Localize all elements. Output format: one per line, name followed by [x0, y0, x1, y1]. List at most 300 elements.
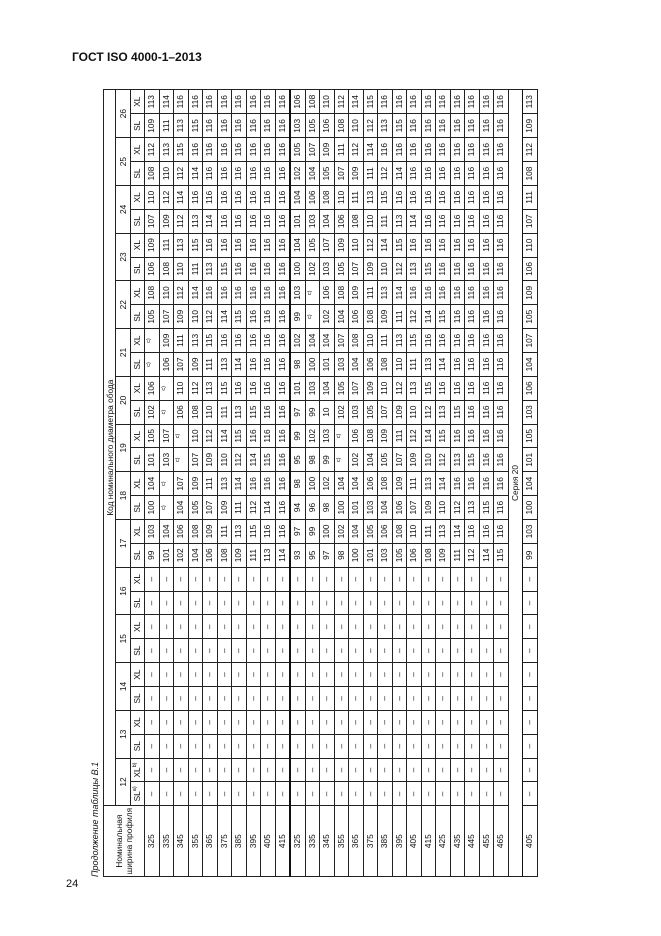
load-index-cell: 101 — [349, 496, 364, 520]
load-index-cell: 116 — [407, 185, 422, 209]
load-index-cell: – — [421, 687, 436, 711]
load-index-cell: 110 — [363, 209, 378, 233]
load-index-cell: – — [465, 615, 480, 639]
load-index-cell: – — [290, 591, 305, 615]
load-index-cell: 98 — [305, 448, 320, 472]
load-index-cell: 110 — [188, 424, 203, 448]
load-index-cell: – — [188, 687, 203, 711]
load-index-cell: 116 — [465, 90, 480, 114]
load-index-cell: 116 — [494, 281, 509, 305]
load-index-cell: 116 — [261, 90, 276, 114]
load-index-cell: 116 — [479, 472, 494, 496]
load-index-cell: – — [290, 758, 305, 782]
table-row — [407, 90, 422, 877]
load-index-cell: 116 — [261, 329, 276, 353]
load-type-header-sl: SL — [130, 352, 145, 376]
load-index-cell: 116 — [465, 352, 480, 376]
load-index-cell: 108 — [378, 472, 393, 496]
load-type-header-xl: XL — [130, 519, 145, 543]
table-row — [145, 90, 160, 877]
load-index-cell: 101 — [320, 352, 335, 376]
load-index-cell: – — [232, 758, 247, 782]
load-index-cell: – — [334, 687, 349, 711]
load-index-cell: – — [232, 615, 247, 639]
load-type-header-sl: SL — [130, 114, 145, 138]
load-index-cell: 116 — [378, 138, 393, 162]
load-index-cell: – — [363, 615, 378, 639]
load-index-cell: – — [159, 663, 174, 687]
load-index-cell: 109 — [188, 472, 203, 496]
load-index-cell: – — [392, 639, 407, 663]
load-index-cell: – — [349, 615, 364, 639]
section-width-cell: 405 — [523, 806, 538, 877]
load-index-cell: 116 — [217, 114, 232, 138]
load-index-cell: – — [378, 687, 393, 711]
load-index-cell: 116 — [407, 90, 422, 114]
load-index-cell: 116 — [275, 305, 290, 329]
load-index-cell: – — [188, 639, 203, 663]
load-index-cell: 111 — [334, 138, 349, 162]
load-index-cell: 104 — [334, 472, 349, 496]
load-index-cell: 113 — [436, 519, 451, 543]
load-index-cell: – — [246, 567, 261, 591]
load-type-header-sl: SL — [130, 687, 145, 711]
load-index-cell: 116 — [465, 329, 480, 353]
load-index-cell: – — [378, 591, 393, 615]
load-index-cell: 116 — [479, 329, 494, 353]
load-index-cell: 107 — [334, 162, 349, 186]
load-index-cell: 116 — [232, 257, 247, 281]
load-index-cell: – — [392, 615, 407, 639]
load-index-cell: – — [290, 687, 305, 711]
load-index-cell: 109 — [159, 329, 174, 353]
load-index-cell: 109 — [363, 257, 378, 281]
load-index-cell: – — [145, 687, 160, 711]
load-index-cell: – — [349, 758, 364, 782]
load-index-cell: 106 — [378, 519, 393, 543]
load-index-cell: – — [378, 782, 393, 806]
load-index-cell: – — [479, 734, 494, 758]
load-index-cell: 116 — [494, 424, 509, 448]
load-index-cell: 100 — [305, 472, 320, 496]
load-index-cell: – — [465, 591, 480, 615]
load-index-cell: 101 — [290, 376, 305, 400]
load-type-header-sl: SL — [130, 209, 145, 233]
load-index-cell: – — [450, 615, 465, 639]
diameter-header: 18 — [116, 472, 131, 520]
load-index-cell: 113 — [217, 472, 232, 496]
load-index-cell: 103 — [334, 352, 349, 376]
load-type-header-sl: SL — [130, 305, 145, 329]
load-index-cell: – — [290, 639, 305, 663]
load-index-cell: 107 — [349, 376, 364, 400]
load-index-cell: – — [407, 663, 422, 687]
load-index-cell: 116 — [275, 185, 290, 209]
load-index-cell: 99 — [320, 448, 335, 472]
load-index-cell: 115 — [363, 90, 378, 114]
load-index-cell: 106 — [174, 519, 189, 543]
load-index-cell: 115 — [450, 400, 465, 424]
load-index-cell: 114 — [436, 352, 451, 376]
load-index-cell: 111 — [246, 543, 261, 567]
load-index-cell: 116 — [261, 519, 276, 543]
load-index-cell: 110 — [145, 185, 160, 209]
diameter-header: 19 — [116, 424, 131, 472]
load-index-cell: 116 — [465, 114, 480, 138]
load-index-cell: – — [450, 663, 465, 687]
section-width-cell: 405 — [261, 806, 276, 877]
load-index-cell: – — [203, 591, 218, 615]
load-index-cell: 110 — [523, 233, 538, 257]
load-index-cell: 102 — [145, 400, 160, 424]
load-index-cell: 115 — [203, 329, 218, 353]
load-index-cell: – — [479, 710, 494, 734]
load-index-cell: 105 — [523, 424, 538, 448]
load-index-cell: 112 — [188, 376, 203, 400]
load-index-cell: – — [203, 782, 218, 806]
load-index-cell: – — [305, 782, 320, 806]
load-index-cell: – — [261, 782, 276, 806]
load-index-cell: – — [436, 734, 451, 758]
load-index-cell: – — [349, 687, 364, 711]
load-index-cell: 114 — [261, 496, 276, 520]
load-index-cell: – — [159, 734, 174, 758]
load-index-cell: 111 — [407, 352, 422, 376]
load-index-cell: 113 — [232, 519, 247, 543]
section-width-cell: 395 — [246, 806, 261, 877]
load-index-cell: 113 — [188, 329, 203, 353]
load-index-cell: 111 — [232, 496, 247, 520]
load-index-cell: 111 — [159, 114, 174, 138]
load-index-cell: 111 — [174, 329, 189, 353]
load-index-cell: 110 — [378, 376, 393, 400]
load-type-header-xl: XL — [130, 376, 145, 400]
load-index-cell: 110 — [203, 400, 218, 424]
load-index-cell: – — [378, 567, 393, 591]
table-row — [261, 90, 276, 877]
load-index-cell: 116 — [421, 90, 436, 114]
load-index-cell: 107 — [174, 472, 189, 496]
load-index-cell: 116 — [217, 233, 232, 257]
load-index-cell: 116 — [450, 352, 465, 376]
load-index-cell: 102 — [320, 305, 335, 329]
load-index-cell: – — [305, 615, 320, 639]
load-index-cell: 116 — [494, 305, 509, 329]
load-index-cell: – — [349, 663, 364, 687]
load-index-cell: 108 — [188, 400, 203, 424]
load-index-cell: 108 — [159, 257, 174, 281]
load-index-cell: 116 — [261, 233, 276, 257]
load-index-cell: 116 — [217, 138, 232, 162]
load-index-cell: 107 — [305, 138, 320, 162]
load-index-cell: – — [217, 734, 232, 758]
load-index-cell: – — [407, 734, 422, 758]
load-index-cell: 111 — [450, 543, 465, 567]
load-index-cell: 116 — [479, 519, 494, 543]
load-index-cell: – — [217, 591, 232, 615]
load-index-cell: 110 — [349, 233, 364, 257]
load-index-cell: 110 — [334, 185, 349, 209]
load-index-cell: 116 — [494, 90, 509, 114]
load-index-cell: 116 — [407, 233, 422, 257]
load-index-cell: 113 — [363, 185, 378, 209]
load-index-cell: 115 — [421, 376, 436, 400]
load-index-cell: – — [203, 615, 218, 639]
load-index-cell: 111 — [363, 281, 378, 305]
load-index-cell: 103 — [523, 400, 538, 424]
load-index-cell: – — [465, 687, 480, 711]
diameter-header: 14 — [116, 663, 131, 711]
load-index-cell: – — [378, 663, 393, 687]
load-index-cell: – — [246, 687, 261, 711]
load-index-cell: 110 — [407, 519, 422, 543]
load-index-cell: 114 — [232, 472, 247, 496]
load-index-cell: 116 — [378, 90, 393, 114]
load-index-cell: 115 — [232, 424, 247, 448]
load-index-cell: – — [203, 567, 218, 591]
load-index-cell: 116 — [436, 257, 451, 281]
diameter-header: 22 — [116, 281, 131, 329]
load-index-cell: – — [407, 639, 422, 663]
load-index-cell: 116 — [450, 472, 465, 496]
load-index-cell: 116 — [494, 185, 509, 209]
load-index-cell: – — [261, 615, 276, 639]
load-index-cell: – — [305, 758, 320, 782]
load-index-cell: 116 — [261, 209, 276, 233]
load-index-cell: 107 — [378, 400, 393, 424]
load-index-cell: 107 — [349, 257, 364, 281]
footnote-c-cell: c) — [145, 329, 160, 353]
load-index-cell: 114 — [246, 448, 261, 472]
load-index-cell: 108 — [305, 90, 320, 114]
load-index-cell: 116 — [217, 329, 232, 353]
load-index-cell: 106 — [290, 90, 305, 114]
section-width-cell: 415 — [421, 806, 436, 877]
load-index-cell: – — [145, 615, 160, 639]
load-index-cell: 116 — [203, 162, 218, 186]
load-index-cell: 116 — [246, 138, 261, 162]
load-index-cell: 116 — [450, 281, 465, 305]
load-index-cell: 104 — [320, 329, 335, 353]
section-width-cell: 375 — [363, 806, 378, 877]
load-index-cell: – — [450, 687, 465, 711]
load-index-cell: 109 — [392, 472, 407, 496]
load-type-header-xl: XL — [130, 233, 145, 257]
load-index-cell: – — [494, 663, 509, 687]
diameter-header: 24 — [116, 185, 131, 233]
load-index-cell: – — [159, 615, 174, 639]
load-index-cell: – — [275, 663, 290, 687]
load-index-cell: 111 — [188, 257, 203, 281]
load-type-header-sl: SL — [130, 543, 145, 567]
load-index-cell: 115 — [217, 257, 232, 281]
load-index-cell: – — [465, 782, 480, 806]
load-index-cell: 110 — [392, 352, 407, 376]
load-index-cell: 116 — [203, 114, 218, 138]
load-index-cell: – — [479, 687, 494, 711]
load-index-cell: – — [261, 663, 276, 687]
load-index-cell: 116 — [275, 90, 290, 114]
section-width-cell: 365 — [203, 806, 218, 877]
load-index-cell: 111 — [378, 209, 393, 233]
load-index-cell: 99 — [305, 519, 320, 543]
load-index-cell: 113 — [174, 114, 189, 138]
load-type-header-xl: XL — [130, 185, 145, 209]
load-index-cell: 116 — [436, 114, 451, 138]
load-index-cell: – — [174, 734, 189, 758]
diameter-header: 26 — [116, 90, 131, 138]
load-index-cell: 116 — [203, 281, 218, 305]
load-index-cell: 112 — [159, 185, 174, 209]
load-index-cell: 108 — [363, 305, 378, 329]
load-type-header-xl: XL — [130, 281, 145, 305]
load-index-cell: – — [261, 710, 276, 734]
load-index-cell: 116 — [465, 257, 480, 281]
load-index-cell: 105 — [188, 496, 203, 520]
load-index-cell: 116 — [246, 233, 261, 257]
load-index-cell: 111 — [407, 472, 422, 496]
load-index-cell: 116 — [217, 90, 232, 114]
load-index-cell: – — [290, 567, 305, 591]
table-row — [159, 90, 174, 877]
load-index-cell: 109 — [523, 114, 538, 138]
load-index-cell: 109 — [188, 352, 203, 376]
load-index-cell: 116 — [261, 305, 276, 329]
load-index-cell: 116 — [479, 424, 494, 448]
load-index-cell: – — [363, 639, 378, 663]
load-index-cell: 100 — [523, 496, 538, 520]
load-type-header-sl: SL — [130, 734, 145, 758]
load-index-cell: – — [290, 663, 305, 687]
load-index-cell: – — [320, 567, 335, 591]
load-index-cell: 110 — [421, 448, 436, 472]
load-index-cell: 109 — [436, 543, 451, 567]
load-index-cell: – — [145, 567, 160, 591]
load-index-cell: 113 — [392, 209, 407, 233]
load-index-cell: 113 — [450, 448, 465, 472]
load-index-cell: – — [363, 782, 378, 806]
load-index-cell: – — [479, 663, 494, 687]
load-index-cell: 107 — [320, 233, 335, 257]
footnote-c-cell: c) — [159, 472, 174, 496]
load-index-cell: – — [290, 710, 305, 734]
load-index-cell: – — [188, 567, 203, 591]
load-index-cell: – — [232, 663, 247, 687]
load-index-cell: – — [320, 639, 335, 663]
load-index-cell: 116 — [174, 90, 189, 114]
load-index-cell: – — [378, 734, 393, 758]
load-index-cell: – — [159, 687, 174, 711]
load-index-cell: – — [436, 687, 451, 711]
load-index-cell: 116 — [421, 138, 436, 162]
load-index-cell: 114 — [232, 352, 247, 376]
load-index-cell: – — [203, 663, 218, 687]
load-index-cell: 109 — [334, 233, 349, 257]
diameter-header: 20 — [116, 376, 131, 424]
diameter-header: 13 — [116, 710, 131, 758]
load-index-cell: 116 — [494, 257, 509, 281]
load-index-cell: 111 — [159, 233, 174, 257]
load-index-cell: 106 — [334, 209, 349, 233]
section-width-cell: 355 — [188, 806, 203, 877]
load-index-cell: – — [421, 567, 436, 591]
load-index-cell: 111 — [363, 162, 378, 186]
load-index-cell: – — [523, 687, 538, 711]
load-index-cell: 112 — [421, 400, 436, 424]
load-index-cell: 108 — [188, 519, 203, 543]
load-type-header-sl: SL — [130, 162, 145, 186]
load-index-cell: – — [290, 734, 305, 758]
load-index-cell: – — [523, 567, 538, 591]
load-index-cell: – — [174, 758, 189, 782]
load-index-cell: 116 — [261, 424, 276, 448]
table-row — [523, 90, 538, 877]
load-index-cell: 102 — [290, 162, 305, 186]
load-index-cell: – — [320, 758, 335, 782]
load-index-cell: – — [232, 567, 247, 591]
load-index-cell: – — [145, 782, 160, 806]
load-index-cell: 116 — [392, 90, 407, 114]
load-index-cell: 116 — [188, 185, 203, 209]
load-index-cell: 104 — [145, 472, 160, 496]
load-index-cell: – — [494, 710, 509, 734]
load-index-cell: 116 — [275, 496, 290, 520]
load-index-cell: 116 — [232, 114, 247, 138]
load-index-cell: 112 — [363, 114, 378, 138]
load-index-cell: – — [378, 758, 393, 782]
load-index-cell: 113 — [217, 352, 232, 376]
load-index-cell: – — [349, 782, 364, 806]
load-index-cell: 116 — [407, 114, 422, 138]
footnote-c-cell: c) — [145, 352, 160, 376]
load-index-cell: – — [392, 710, 407, 734]
load-index-cell: 114 — [159, 90, 174, 114]
load-index-cell: 105 — [334, 376, 349, 400]
load-index-cell: 109 — [203, 519, 218, 543]
section-width-cell: 365 — [349, 806, 364, 877]
load-index-cell: – — [334, 710, 349, 734]
load-index-cell: 108 — [378, 352, 393, 376]
load-index-cell: 116 — [407, 162, 422, 186]
load-index-cell: – — [261, 567, 276, 591]
load-index-cell: 116 — [275, 162, 290, 186]
table-row — [232, 90, 247, 877]
series-label-row — [508, 90, 523, 877]
load-index-cell: – — [465, 710, 480, 734]
load-index-cell: 116 — [261, 281, 276, 305]
load-index-cell: – — [261, 687, 276, 711]
load-index-cell: 106 — [145, 376, 160, 400]
load-index-cell: 111 — [217, 519, 232, 543]
load-index-cell: 112 — [450, 496, 465, 520]
load-type-header-xl: XL — [130, 567, 145, 591]
load-index-cell: 108 — [349, 329, 364, 353]
load-index-cell: – — [305, 639, 320, 663]
load-index-cell: – — [217, 639, 232, 663]
table-row — [465, 90, 480, 877]
load-index-cell: – — [275, 567, 290, 591]
load-index-cell: – — [261, 734, 276, 758]
load-index-cell: 116 — [450, 162, 465, 186]
load-index-cell: – — [436, 639, 451, 663]
load-index-cell: – — [494, 639, 509, 663]
load-index-cell: 106 — [174, 400, 189, 424]
table-row — [450, 90, 465, 877]
load-index-cell: – — [334, 663, 349, 687]
load-index-cell: 116 — [188, 90, 203, 114]
load-index-cell: 116 — [261, 400, 276, 424]
load-index-cell: 102 — [349, 448, 364, 472]
